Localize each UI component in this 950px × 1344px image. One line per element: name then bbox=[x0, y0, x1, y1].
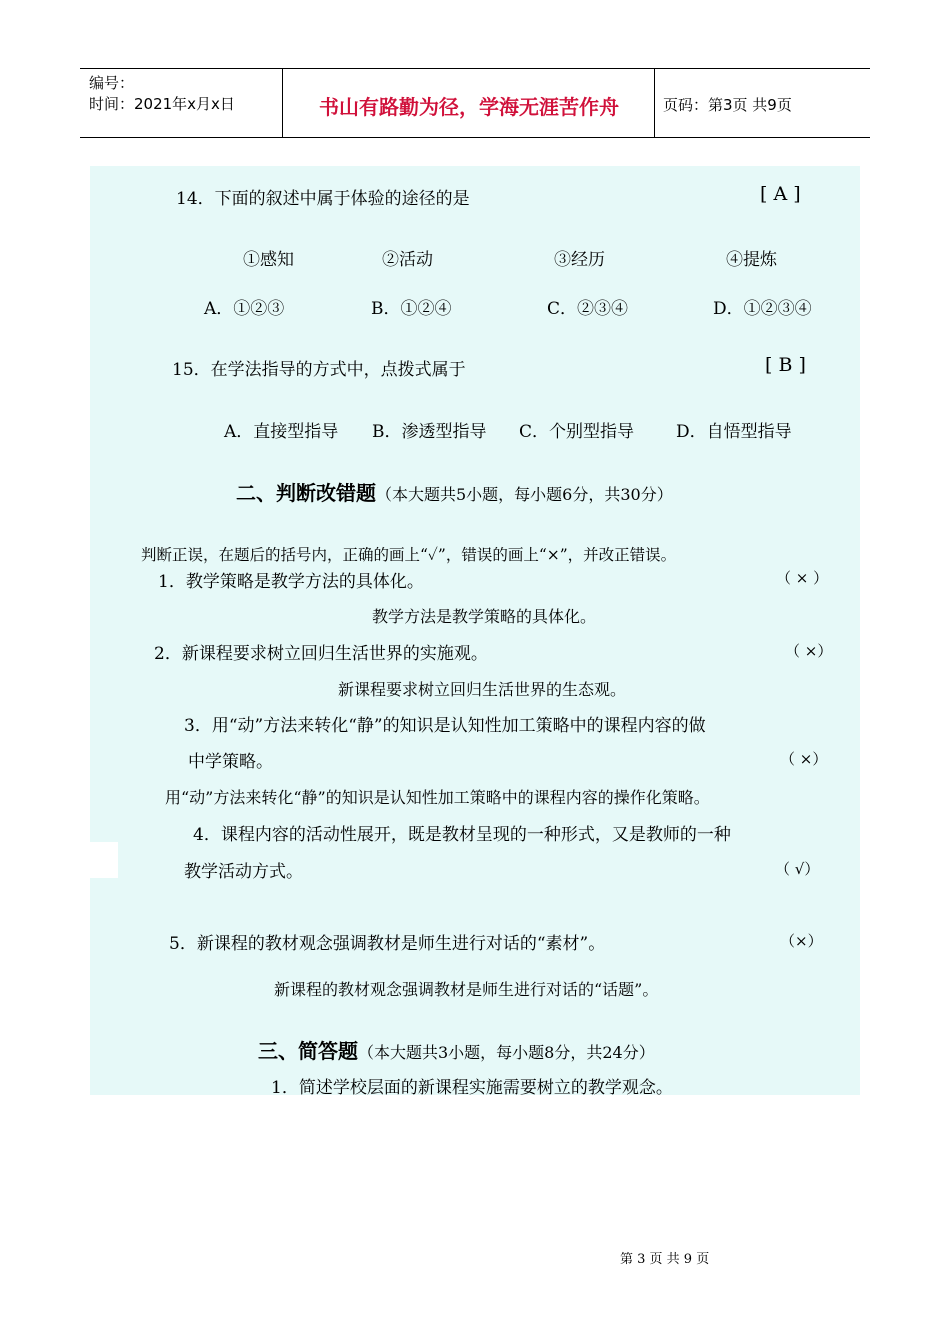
judge-5-text: 5．新课程的教材观念强调教材是师生进行对话的“素材”。 bbox=[169, 934, 606, 954]
judge-5-correction: 新课程的教材观念强调教材是师生进行对话的“话题”。 bbox=[274, 980, 659, 999]
judge-2-mark: （ ×） bbox=[785, 642, 833, 660]
judge-4-mark: （ √） bbox=[775, 860, 820, 878]
footer-page-number: 第 3 页 共 9 页 bbox=[620, 1252, 710, 1267]
judge-2-correction: 新课程要求树立回归生活世界的生态观。 bbox=[338, 680, 627, 699]
header-divider bbox=[282, 69, 283, 137]
section-2-title: 二、判断改错题 bbox=[236, 481, 376, 505]
judge-3-correction: 用“动”方法来转化“静”的知识是认知性加工策略中的课程内容的操作化策略。 bbox=[165, 788, 710, 807]
judge-1-correction: 教学方法是教学策略的具体化。 bbox=[372, 607, 597, 626]
q14-option-c: C．②③④ bbox=[547, 299, 629, 319]
panel-notch bbox=[90, 842, 118, 878]
judge-2-text: 2．新课程要求树立回归生活世界的实施观。 bbox=[154, 644, 488, 664]
header-page-info: 页码：第3页 共9页 bbox=[663, 96, 792, 114]
q14-item-4: ④提炼 bbox=[726, 250, 777, 270]
question-15-text: 15．在学法指导的方式中，点拨式属于 bbox=[172, 360, 466, 380]
q14-item-2: ②活动 bbox=[382, 250, 433, 270]
judge-3-text-cont: 中学策略。 bbox=[188, 752, 273, 772]
number-label: 编号： bbox=[89, 74, 135, 92]
section-3-title: 三、简答题 bbox=[258, 1039, 358, 1063]
header-table bbox=[80, 68, 870, 138]
q14-option-b: B．①②④ bbox=[371, 299, 452, 319]
q14-item-3: ③经历 bbox=[554, 250, 605, 270]
question-14-text: 14．下面的叙述中属于体验的途径的是 bbox=[176, 189, 470, 209]
time-label: 时间：2021年x月x日 bbox=[89, 95, 235, 113]
q15-option-d: D．自悟型指导 bbox=[676, 422, 792, 442]
judge-3-mark: （ ×） bbox=[780, 750, 828, 768]
q15-option-a: A．直接型指导 bbox=[224, 422, 339, 442]
question-14-answer: [ A ] bbox=[760, 183, 801, 205]
section-2-heading bbox=[236, 477, 673, 506]
judge-1-text: 1．教学策略是教学方法的具体化。 bbox=[158, 572, 424, 592]
section-2-subtitle: （本大题共5小题，每小题6分，共30分） bbox=[376, 485, 673, 504]
header-motto: 书山有路勤为径，学海无涯苦作舟 bbox=[319, 95, 619, 119]
section-3-heading bbox=[258, 1035, 655, 1064]
q14-item-1: ①感知 bbox=[243, 250, 294, 270]
header-meta bbox=[89, 73, 235, 115]
section-3-subtitle: （本大题共3小题，每小题8分，共24分） bbox=[358, 1043, 655, 1062]
judge-4-text-cont: 教学活动方式。 bbox=[184, 862, 303, 882]
judge-1-mark: （ × ） bbox=[776, 569, 829, 587]
section-2-instruction: 判断正误，在题后的括号内，正确的画上“✓”，错误的画上“×”，并改正错误。 bbox=[141, 546, 677, 564]
question-15-answer: [ B ] bbox=[765, 354, 806, 376]
header-divider bbox=[654, 69, 655, 137]
q15-option-c: C．个别型指导 bbox=[519, 422, 635, 442]
short-answer-1: 1．简述学校层面的新课程实施需要树立的教学观念。 bbox=[271, 1078, 673, 1098]
judge-4-text: 4．课程内容的活动性展开，既是教材呈现的一种形式，又是教师的一种 bbox=[193, 825, 731, 845]
judge-5-mark: （×） bbox=[780, 932, 823, 950]
q14-option-a: A．①②③ bbox=[204, 299, 285, 319]
q15-option-b: B．渗透型指导 bbox=[372, 422, 487, 442]
q14-option-d: D．①②③④ bbox=[713, 299, 812, 319]
judge-3-text: 3．用“动”方法来转化“静”的知识是认知性加工策略中的课程内容的做 bbox=[184, 716, 706, 736]
